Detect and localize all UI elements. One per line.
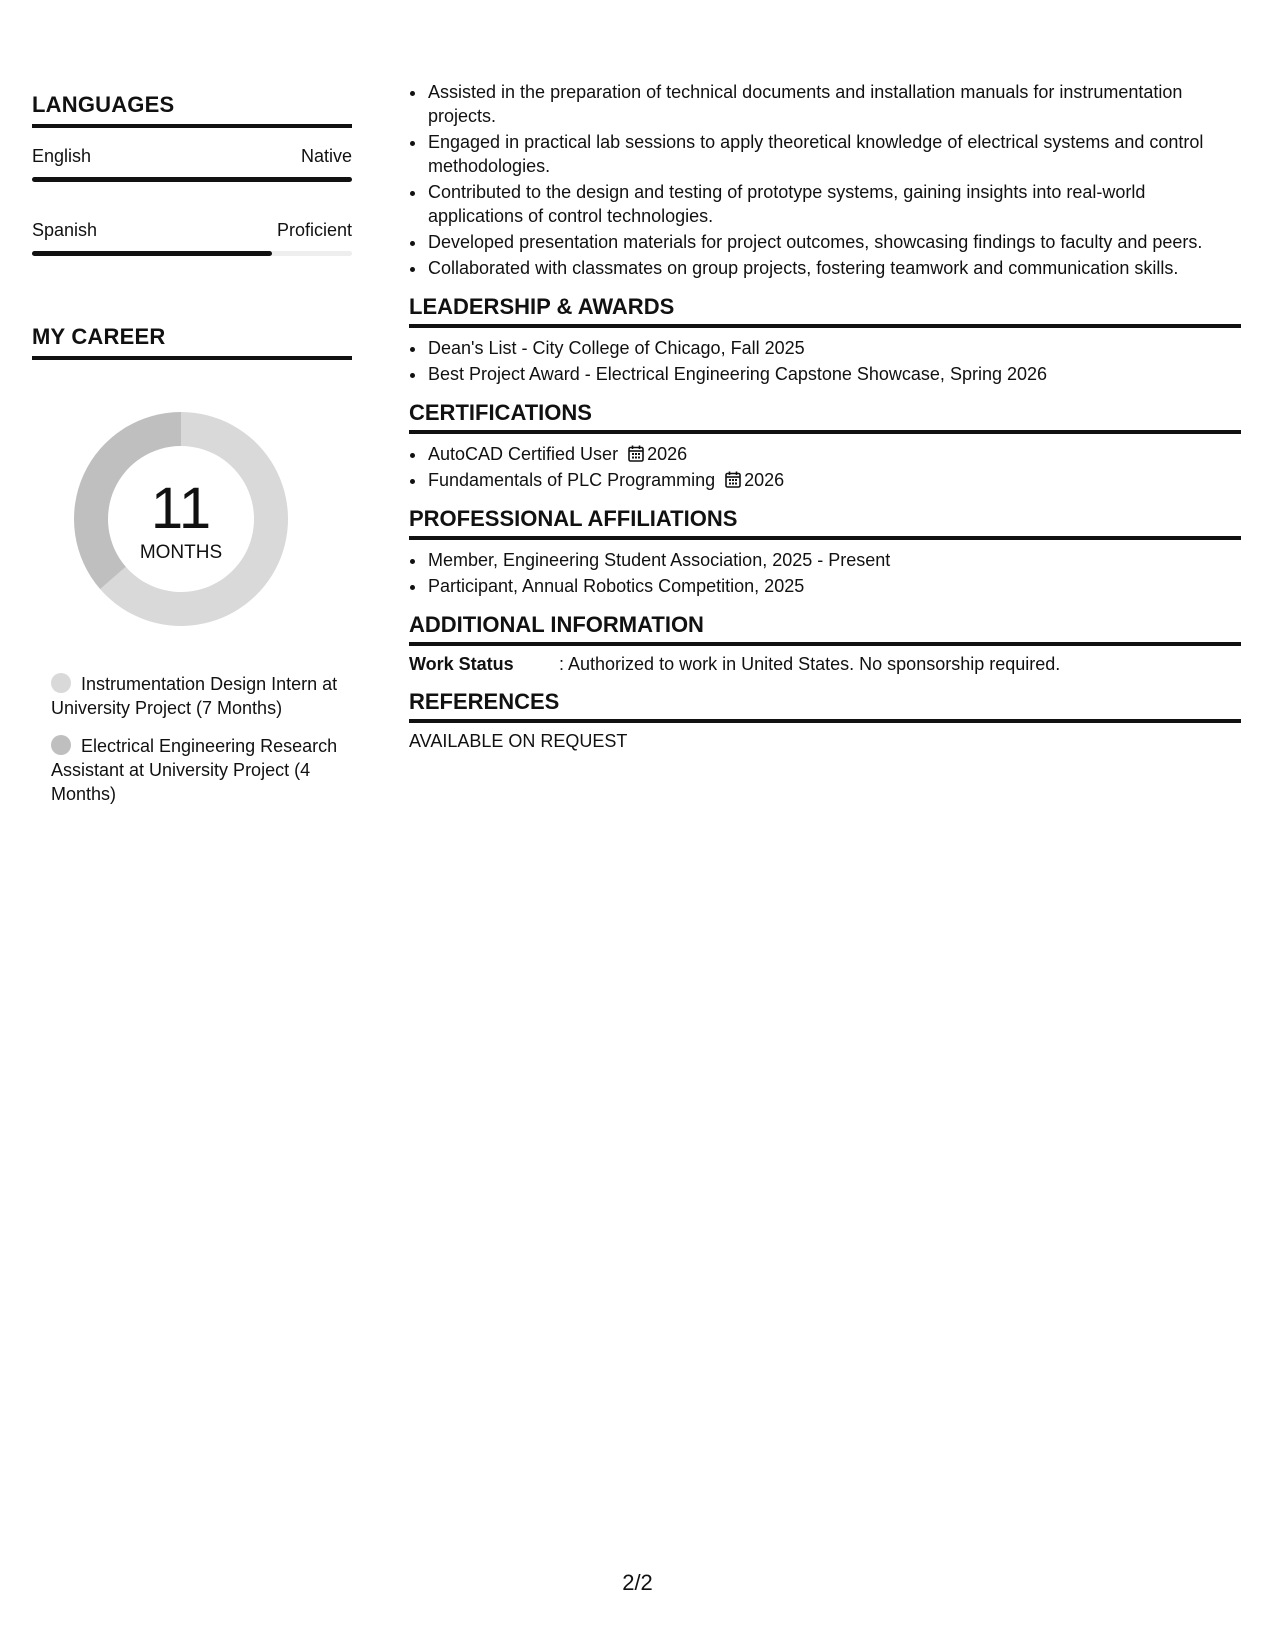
language-bar-fill bbox=[32, 251, 272, 256]
career-title: MY CAREER bbox=[32, 324, 352, 360]
languages-title: LANGUAGES bbox=[32, 92, 352, 128]
list-item: • Developed presentation materials for project outcomes, showcasing findings to faculty and peers. bbox=[427, 230, 1241, 254]
legend-label: Instrumentation Design Intern at University Project (7 Months) bbox=[51, 674, 338, 718]
certification-year: 2026 bbox=[744, 470, 785, 490]
donut-center bbox=[66, 404, 296, 634]
legend-item bbox=[51, 734, 341, 806]
language-item-english bbox=[32, 146, 352, 182]
career-legend bbox=[51, 672, 341, 806]
leadership-list bbox=[409, 336, 1241, 386]
language-bar-fill bbox=[32, 177, 352, 182]
affiliations-list bbox=[409, 548, 1241, 598]
language-name: English bbox=[32, 146, 92, 166]
list-item bbox=[427, 442, 1241, 466]
language-level: Proficient bbox=[276, 220, 352, 240]
calendar-icon bbox=[628, 445, 644, 462]
legend-item bbox=[51, 672, 341, 720]
legend-dot bbox=[51, 673, 71, 693]
legend-dot bbox=[51, 735, 71, 755]
list-item bbox=[427, 468, 1241, 492]
work-status-value: : Authorized to work in United States. No sponsorship required. bbox=[559, 654, 1061, 674]
leadership-title: LEADERSHIP & AWARDS bbox=[409, 294, 1241, 328]
career-section bbox=[32, 324, 352, 806]
right-column bbox=[409, 80, 1241, 752]
experience-bullets bbox=[409, 80, 1241, 280]
career-total-value: 11 bbox=[150, 476, 212, 541]
list-item: • Contributed to the design and testing of prototype systems, gaining insights into real-world applications of control technologies. bbox=[427, 180, 1241, 228]
languages-list bbox=[32, 146, 352, 256]
page-number: 2/2 bbox=[622, 1570, 653, 1595]
certifications-list bbox=[409, 442, 1241, 492]
list-item: • Member, Engineering Student Association, 2025 - Present bbox=[427, 548, 1241, 572]
calendar-icon bbox=[725, 471, 741, 488]
certification-year: 2026 bbox=[647, 444, 688, 464]
list-item: • Participant, Annual Robotics Competition, 2025 bbox=[427, 574, 1241, 598]
certification-name: AutoCAD Certified User bbox=[428, 444, 619, 464]
references-text: AVAILABLE ON REQUEST bbox=[409, 731, 628, 751]
language-bar bbox=[32, 177, 352, 182]
list-item: • Assisted in the preparation of technical documents and installation manuals for instrumentation projects. bbox=[427, 80, 1241, 128]
work-status-row bbox=[409, 654, 1241, 675]
list-item: • Dean's List - City College of Chicago, Fall 2025 bbox=[427, 336, 1241, 360]
language-bar bbox=[32, 251, 352, 256]
left-column bbox=[32, 92, 352, 820]
work-status-label: Work Status bbox=[409, 654, 514, 674]
career-donut-chart bbox=[66, 404, 296, 634]
list-item: • Engaged in practical lab sessions to apply theoretical knowledge of electrical systems and control methodologies. bbox=[427, 130, 1241, 178]
additional-info-title: ADDITIONAL INFORMATION bbox=[409, 612, 1241, 646]
language-item-spanish bbox=[32, 220, 352, 256]
language-name: Spanish bbox=[32, 220, 98, 240]
certifications-title: CERTIFICATIONS bbox=[409, 400, 1241, 434]
list-item: • Collaborated with classmates on group projects, fostering teamwork and communication skills. bbox=[427, 256, 1241, 280]
affiliations-title: PROFESSIONAL AFFILIATIONS bbox=[409, 506, 1241, 540]
certification-name: Fundamentals of PLC Programming bbox=[428, 470, 716, 490]
legend-label: Electrical Engineering Research Assistant at University Project (4 Months) bbox=[51, 736, 338, 804]
list-item: • Best Project Award - Electrical Engineering Capstone Showcase, Spring 2026 bbox=[427, 362, 1241, 386]
career-total-unit: MONTHS bbox=[139, 542, 223, 563]
references-title: REFERENCES bbox=[409, 689, 1241, 723]
language-level: Native bbox=[300, 146, 352, 166]
